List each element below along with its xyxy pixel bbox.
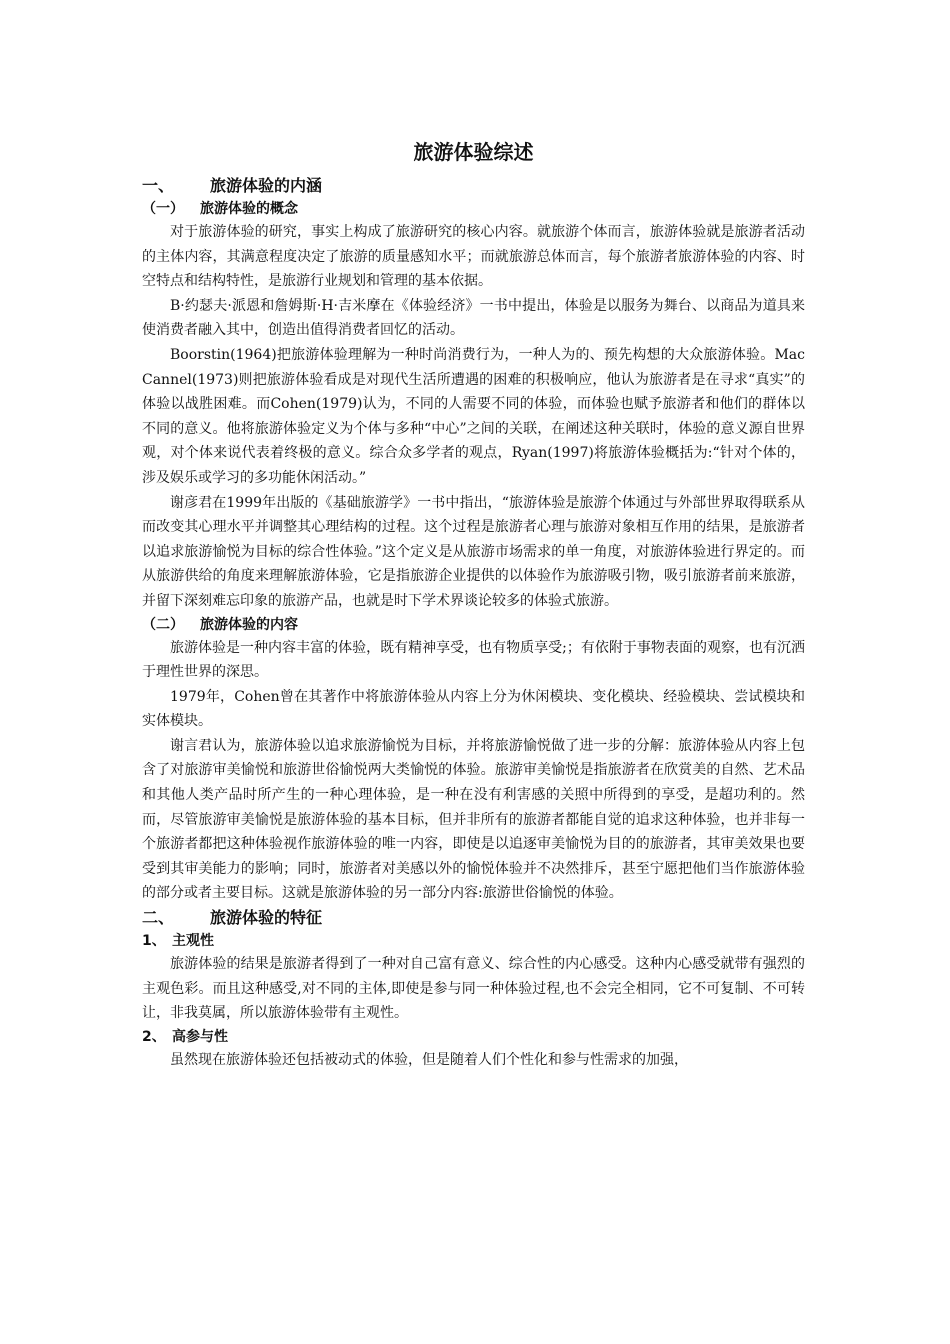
subsection-heading-1-1 [142,198,805,220]
paragraph: 1979年，Cohen曾在其著作中将旅游体验从内容上分为休闲模块、变化模块、经验模块、尝试模块和实体模块。 [142,688,805,730]
document-title: 旅游体验综述 [413,140,534,164]
subsection-heading-text: 旅游体验的内容 [200,616,298,633]
paragraph: B·约瑟夫·派恩和詹姆斯·H·吉米摩在《体验经济》一书中提出，体验是以服务为舞台、以商品为道具来使消费者融入其中，创造出值得消费者回忆的活动。 [142,297,805,339]
section-heading-1 [142,174,805,198]
subsection-number: 1、 [142,933,166,950]
subsection-heading-2-1 [142,930,805,952]
subsection-heading-text: 高参与性 [172,1028,228,1045]
paragraph: Boorstin(1964)把旅游体验理解为一种时尚消费行为，一种人为的、预先构想的大众旅游体验。MacCannel(1973)则把旅游体验看成是对现代生活所遭遇的困难的积极响应，他认为旅游者是在寻求“真实”的体验以战胜困难。而Cohen(1979)认为，不同的人需要不同的体验，而体验也赋予旅游者和他们的群体以不同的意义。他将旅游体验定义为个体与多种“中心”之间的关联，在阐述这种关联时，体验的意义源自世界观，对个体来说代表着终极的意义。综合众多学者的观点，Ryan(1997)将旅游体验概括为:“针对个体的，涉及娱乐或学习的多功能休闲活动。” [142,346,805,486]
subsection-heading-text: 旅游体验的概念 [200,201,298,217]
section-number: 二、 [142,908,175,928]
paragraph: 虽然现在旅游体验还包括被动式的体验，但是随着人们个性化和参与性需求的加强， [170,1051,688,1068]
subsection-heading-text: 主观性 [172,933,214,950]
subsection-heading-1-2 [142,614,805,636]
section-heading-text: 旅游体验的内涵 [210,176,323,195]
section-heading-text: 旅游体验的特征 [210,908,323,928]
subsection-heading-2-2 [142,1026,805,1048]
section-number: 一、 [142,176,175,195]
paragraph: 谢彦君在1999年出版的《基础旅游学》一书中指出，“旅游体验是旅游个体通过与外部世界取得联系从而改变其心理水平并调整其心理结构的过程。这个过程是旅游者心理与旅游对象相互作用的结果，是旅游者以追求旅游愉悦为目标的综合性体验。”这个定义是从旅游市场需求的单一角度，对旅游体验进行界定的。而从旅游供给的角度来理解旅游体验，它是指旅游企业提供的以体验作为旅游吸引物，吸引旅游者前来旅游，并留下深刻难忘印象的旅游产品，也就是时下学术界谈论较多的体验式旅游。 [142,494,805,609]
subsection-number: 2、 [142,1028,166,1045]
section-heading-2 [142,906,805,930]
subsection-number: （一） [142,201,184,217]
subsection-number: （二） [142,616,184,633]
paragraph: 旅游体验的结果是旅游者得到了一种对自己富有意义、综合性的内心感受。这种内心感受就带有强烈的主观色彩。而且这种感受,对不同的主体,即使是参与同一种体验过程,也不会完全相同，它不可复制、不可转让，非我莫属，所以旅游体验带有主观性。 [142,956,805,1022]
paragraph: 对于旅游体验的研究，事实上构成了旅游研究的核心内容。就旅游个体而言，旅游体验就是旅游者活动的主体内容，其满意程度决定了旅游的质量感知水平；而就旅游总体而言，每个旅游者旅游体验的内容、时空特点和结构特性，是旅游行业规划和管理的基本依据。 [142,224,805,290]
paragraph: 旅游体验是一种内容丰富的体验，既有精神享受，也有物质享受;；有依附于事物表面的观察，也有沉洒于理性世界的深思。 [142,639,805,681]
paragraph: 谢言君认为，旅游体验以追求旅游愉悦为目标，并将旅游愉悦做了进一步的分解：旅游体验从内容上包含了对旅游审美愉悦和旅游世俗愉悦两大类愉悦的体验。旅游审美愉悦是指旅游者在欣赏美的自然、艺术品和其他人类产品时所产生的一种心理体验，是一种在没有利害感的关照中所得到的享受，是超功利的。然而，尽管旅游审美愉悦是旅游体验的基本目标，但并非所有的旅游者都能自觉的追求这种体验，也并非每一个旅游者都把这种体验视作旅游体验的唯一内容，即使是以追逐审美愉悦为目的的旅游者，其审美效果也要受到其审美能力的影响；同时，旅游者对美感以外的愉悦体验并不决然排斥，甚至宁愿把他们当作旅游体验的部分或者主要目标。这就是旅游体验的另一部分内容:旅游世俗愉悦的体验。 [142,737,805,902]
